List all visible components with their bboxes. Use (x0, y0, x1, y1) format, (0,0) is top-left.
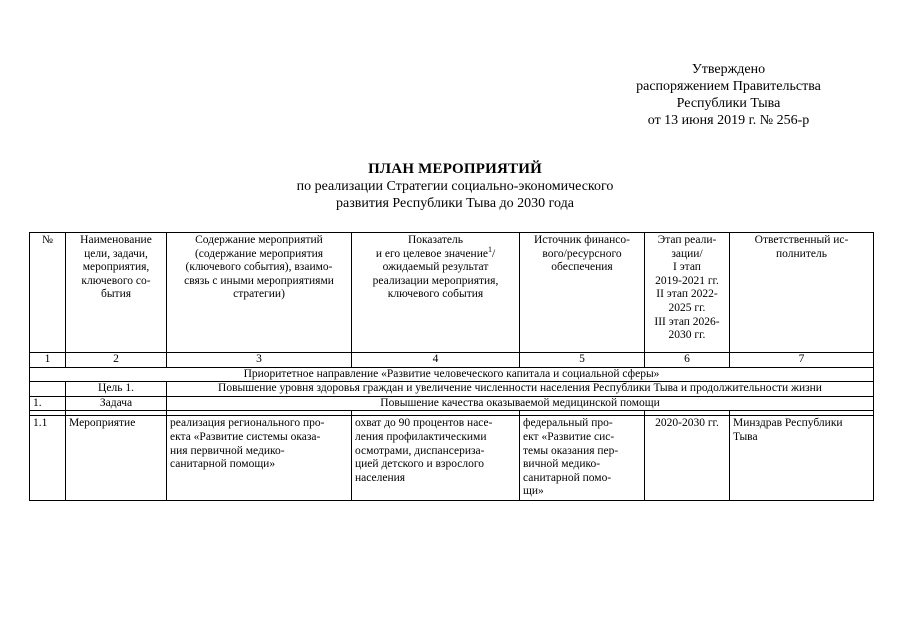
priority-direction: Приоритетное направление «Развитие человеческого капитала и социальной сферы» (30, 367, 874, 382)
header-cell-number: № (30, 233, 66, 353)
subtitle-line: развития Республики Тыва до 2030 года (336, 196, 574, 211)
measure-name: Мероприятие (66, 416, 167, 501)
document-title (255, 161, 655, 212)
measure-content: реализация регионального про- екта «Развитие системы оказа- ния первичной медико- санитарной помощи» (167, 416, 352, 501)
plan-table (29, 232, 874, 501)
measure-number: 1.1 (30, 416, 66, 501)
measure-source: федеральный про- ект «Развитие сис- темы оказания пер- вичной медико- санитарной помо- щи» (520, 416, 645, 501)
column-number: 6 (645, 353, 730, 368)
task-number: 1. (30, 396, 66, 411)
column-number: 7 (730, 353, 874, 368)
priority-row (30, 367, 874, 382)
page-title: ПЛАН МЕРОПРИЯТИЙ (368, 161, 542, 177)
goal-number-cell (30, 382, 66, 397)
table-row (30, 416, 874, 501)
column-number-row (30, 353, 874, 368)
goal-row (30, 382, 874, 397)
approval-line: от 13 июня 2019 г. № 256-р (647, 113, 810, 128)
approval-line: Республики Тыва (676, 96, 781, 111)
column-number: 3 (167, 353, 352, 368)
task-text: Повышение качества оказываемой медицинской помощи (167, 396, 874, 411)
header-row (30, 233, 874, 353)
header-cell-responsible: Ответственный ис- полнитель (730, 233, 874, 353)
approval-line: распоряжением Правительства (636, 79, 821, 94)
goal-text: Повышение уровня здоровья граждан и увеличение численности населения Республики Тыва и продолжительности жизни (167, 382, 874, 397)
column-number: 2 (66, 353, 167, 368)
column-number: 1 (30, 353, 66, 368)
header-cell-stage: Этап реали- зации/ I этап 2019-2021 гг. II этап 2022- 2025 гг. III этап 2026- 2030 гг. (645, 233, 730, 353)
column-number: 5 (520, 353, 645, 368)
header-cell-source: Источник финансо- вого/ресурсного обеспечения (520, 233, 645, 353)
task-row (30, 396, 874, 411)
header-cell-indicator: Показатель и его целевое значение$^1$/ ожидаемый результат реализации мероприятия, ключевого события (352, 233, 520, 353)
task-label: Задача (66, 396, 167, 411)
column-number: 4 (352, 353, 520, 368)
header-cell-name: Наименование цели, задачи, мероприятия, ключевого со- бытия (66, 233, 167, 353)
goal-label: Цель 1. (66, 382, 167, 397)
measure-indicator: охват до 90 процентов насе- ления профилактическими осмотрами, диспансериза- цией детского и взрослого населения (352, 416, 520, 501)
subtitle-line: по реализации Стратегии социально-экономического (296, 179, 614, 194)
measure-responsible: Минздрав Республики Тыва (730, 416, 874, 501)
approval-line: Утверждено (691, 62, 766, 77)
approval-stamp (600, 61, 857, 129)
footnote-marker: 1 (487, 244, 492, 254)
measure-stage: 2020-2030 гг. (645, 416, 730, 501)
header-cell-content: Содержание мероприятий (содержание мероприятия (ключевого события), взаимо- связь с иными мероприятиями стратегии) (167, 233, 352, 353)
